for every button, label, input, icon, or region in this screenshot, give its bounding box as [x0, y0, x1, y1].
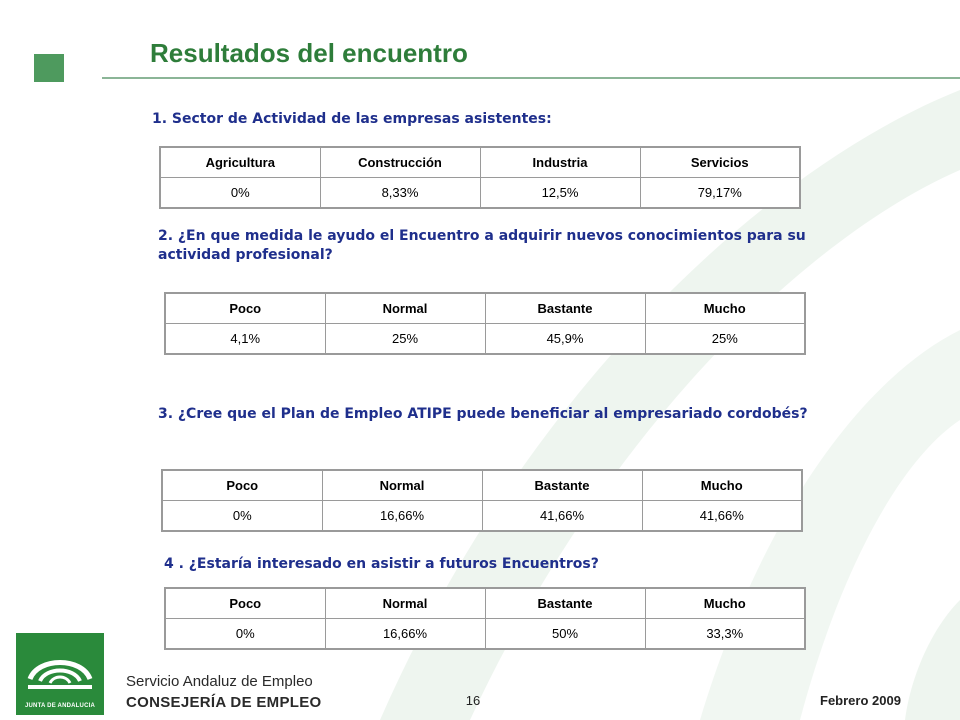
- question-2: 2. ¿En que medida le ayudo el Encuentro a adquirir nuevos conocimientos para su actividad profesional?: [158, 228, 806, 263]
- column-header: Normal: [325, 588, 485, 619]
- table-header-row: [160, 147, 800, 178]
- table-cell: 45,9%: [485, 324, 645, 355]
- table-cell: 41,66%: [482, 501, 642, 532]
- column-header: Bastante: [485, 588, 645, 619]
- table-row: [165, 324, 805, 355]
- table-cell: 41,66%: [642, 501, 802, 532]
- table-sector-actividad: [159, 146, 801, 209]
- question-1: 1. Sector de Actividad de las empresas asistentes:: [152, 111, 552, 127]
- column-header: Normal: [322, 470, 482, 501]
- column-header: Bastante: [482, 470, 642, 501]
- column-header: Poco: [165, 588, 325, 619]
- table-cell: 8,33%: [320, 178, 480, 209]
- table-cell: 25%: [645, 324, 805, 355]
- table-cell: 0%: [162, 501, 322, 532]
- table-row: [160, 178, 800, 209]
- column-header: Industria: [480, 147, 640, 178]
- table-conocimientos: [164, 292, 806, 355]
- table-futuros-encuentros: [164, 587, 806, 650]
- column-header: Bastante: [485, 293, 645, 324]
- table-cell: 33,3%: [645, 619, 805, 650]
- table-cell: 0%: [160, 178, 320, 209]
- table-cell: 25%: [325, 324, 485, 355]
- table-cell: 79,17%: [640, 178, 800, 209]
- column-header: Poco: [165, 293, 325, 324]
- organization-name: Servicio Andaluz de Empleo: [126, 673, 313, 690]
- column-header: Agricultura: [160, 147, 320, 178]
- column-header: Construcción: [320, 147, 480, 178]
- table-cell: 16,66%: [325, 619, 485, 650]
- table-cell: 0%: [165, 619, 325, 650]
- column-header: Servicios: [640, 147, 800, 178]
- table-plan-empleo: [161, 469, 803, 532]
- corner-accent-square: [34, 54, 64, 82]
- table-cell: 4,1%: [165, 324, 325, 355]
- column-header: Poco: [162, 470, 322, 501]
- page-number: 16: [465, 693, 481, 708]
- table-row: [162, 501, 802, 532]
- title-divider: [102, 77, 960, 79]
- table-header-row: [165, 293, 805, 324]
- question-4: 4 . ¿Estaría interesado en asistir a futuros Encuentros?: [164, 556, 599, 572]
- table-row: [165, 619, 805, 650]
- table-header-row: [162, 470, 802, 501]
- table-header-row: [165, 588, 805, 619]
- question-3: 3. ¿Cree que el Plan de Empleo ATIPE puede beneficiar al empresariado cordobés?: [158, 406, 808, 422]
- organization-department: CONSEJERÍA DE EMPLEO: [126, 694, 322, 711]
- junta-de-andalucia-logo-icon: [16, 633, 104, 715]
- column-header: Normal: [325, 293, 485, 324]
- logo-text: JUNTA DE ANDALUCIA: [24, 703, 96, 709]
- column-header: Mucho: [645, 588, 805, 619]
- table-cell: 16,66%: [322, 501, 482, 532]
- column-header: Mucho: [645, 293, 805, 324]
- column-header: Mucho: [642, 470, 802, 501]
- table-cell: 12,5%: [480, 178, 640, 209]
- footer-date: Febrero 2009: [820, 693, 901, 708]
- table-cell: 50%: [485, 619, 645, 650]
- page-title: Resultados del encuentro: [150, 38, 468, 68]
